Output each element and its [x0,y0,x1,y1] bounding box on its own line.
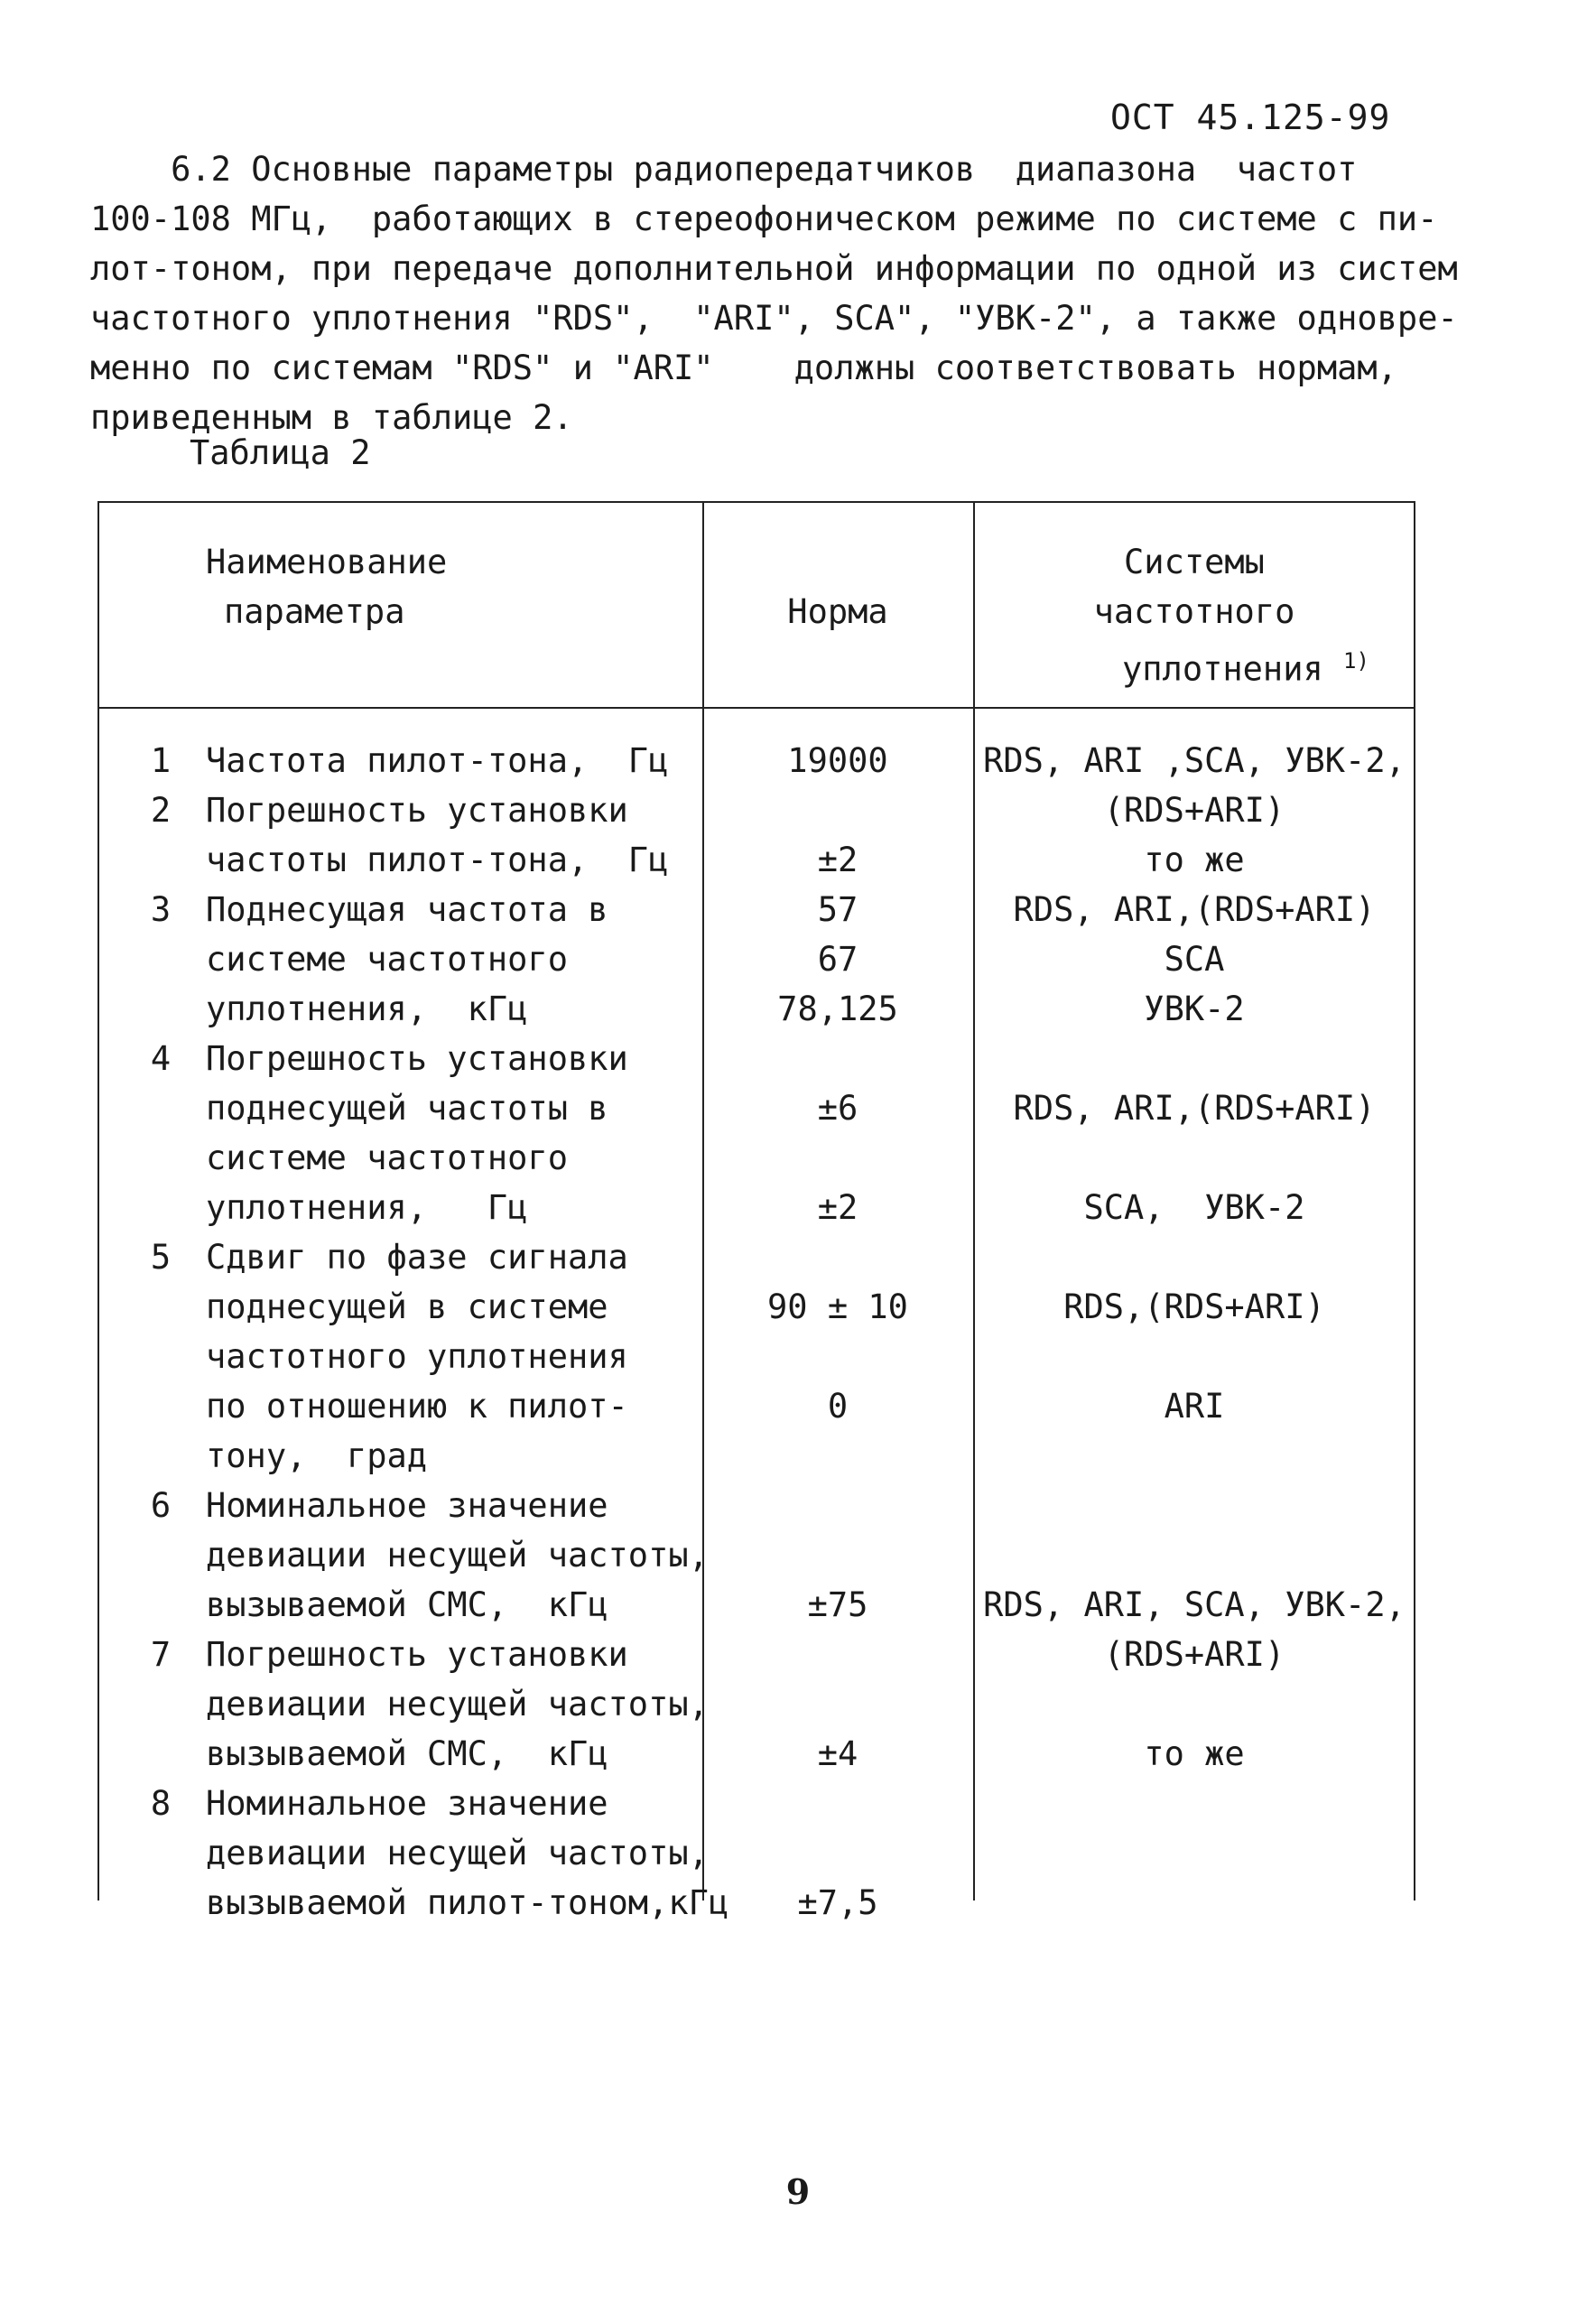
systems-value: УВК-2 [1144,990,1245,1028]
table-caption: Таблица 2 [190,433,371,472]
norm-value: ±2 [817,1188,858,1227]
parameter-name: Сдвиг по фазе сигнала [206,1238,628,1277]
paragraph-line: лот-тоном, при передаче дополнительной информации по одной из систем [90,249,1458,288]
norm-value: ±2 [817,841,858,879]
parameter-name: частотного уплотнения [206,1337,628,1376]
parameter-name: Погрешность установки [206,791,628,830]
document-code: ОСТ 45.125-99 [1110,98,1391,137]
parameter-name: уплотнения, Гц [206,1188,528,1227]
paragraph-line: частотного уплотнения "RDS", "ARI", SCA", "УВК-2", а также одновре- [90,299,1458,338]
systems-value: RDS, ARI,(RDS+ARI) [1013,1089,1376,1128]
parameter-name: девиации несущей частоты, [206,1536,709,1575]
page-number: 9 [785,2171,811,2212]
parameters-table [97,501,1415,1922]
parameter-name: Поднесущая частота в [206,890,608,929]
paragraph-line: приведенным в таблице 2. [90,398,573,437]
norm-value: ±6 [817,1089,858,1128]
header-systems-line1: Системы [1124,543,1265,581]
row-number: 6 [150,1486,172,1525]
row-number: 5 [150,1238,172,1277]
parameter-name: уплотнения, кГц [206,990,528,1028]
norm-value: 90 ± 10 [767,1287,908,1326]
parameter-name: Погрешность установки [206,1039,628,1078]
parameter-name: частоты пилот-тона, Гц [206,841,669,879]
norm-value: ±4 [817,1734,858,1773]
parameter-name: системе частотного [206,1138,568,1177]
systems-value: то же [1144,841,1245,879]
systems-value: (RDS+ARI) [1103,791,1285,830]
footnote-mark: 1) [1343,648,1369,674]
norm-value: 67 [817,940,858,979]
parameter-name: Частота пилот-тона, Гц [206,741,669,780]
row-number: 1 [150,741,172,780]
paragraph-line: 100-108 МГц, работающих в стереофоническом режиме по системе с пи- [90,200,1438,238]
parameter-name: Номинальное значение [206,1486,608,1525]
table-top-rule [97,501,1415,503]
norm-value: 0 [827,1387,849,1426]
norm-value: ±75 [807,1585,868,1624]
table-left-border [97,501,99,1900]
parameter-name: вызываемой СМС, кГц [206,1585,608,1624]
header-systems-line3 [1122,637,1369,693]
parameter-name: вызываемой СМС, кГц [206,1734,608,1773]
header-name-line2: параметра [224,592,405,631]
row-number: 2 [150,791,172,830]
intro-paragraph [90,144,1458,442]
parameter-name: системе частотного [206,940,568,979]
norm-value: ±7,5 [797,1883,878,1922]
paragraph-line: 6.2 Основные параметры радиопередатчиков диапазона частот [90,150,1358,189]
systems-value: RDS, ARI,(RDS+ARI) [1013,890,1376,929]
header-systems-line3-text: уплотнения [1122,649,1323,689]
row-number: 3 [150,890,172,929]
header-name-line1: Наименование [206,543,448,581]
row-number: 4 [150,1039,172,1078]
systems-value: RDS, ARI ,SCA, УВК-2, [983,741,1406,780]
parameter-name: девиации несущей частоты, [206,1685,709,1724]
header-systems-line2: частотного [1093,592,1295,631]
row-number: 8 [150,1784,172,1823]
parameter-name: поднесущей в системе [206,1287,608,1326]
systems-value: SCA [1164,940,1225,979]
table-header-rule [97,707,1415,709]
systems-value: ARI [1164,1387,1225,1426]
systems-value: SCA, УВК-2 [1083,1188,1305,1227]
norm-value: 78,125 [777,990,898,1028]
norm-value: 57 [817,890,858,929]
parameter-name: тону, град [206,1436,428,1475]
parameter-name: девиации несущей частоты, [206,1834,709,1873]
systems-value: RDS,(RDS+ARI) [1063,1287,1325,1326]
systems-value: то же [1144,1734,1245,1773]
systems-value: (RDS+ARI) [1103,1635,1285,1674]
systems-value: RDS, ARI, SCA, УВК-2, [983,1585,1406,1624]
parameter-name: по отношению к пилот- [206,1387,628,1426]
parameter-name: поднесущей частоты в [206,1089,608,1128]
paragraph-line: менно по системам "RDS" и "ARI" должны соответствовать нормам, [90,348,1397,387]
row-number: 7 [150,1635,172,1674]
norm-value: 19000 [787,741,888,780]
header-norm: Норма [787,592,888,631]
parameter-name: Номинальное значение [206,1784,608,1823]
parameter-name: вызываемой пилот-тоном,кГц [206,1883,729,1922]
parameter-name: Погрешность установки [206,1635,628,1674]
